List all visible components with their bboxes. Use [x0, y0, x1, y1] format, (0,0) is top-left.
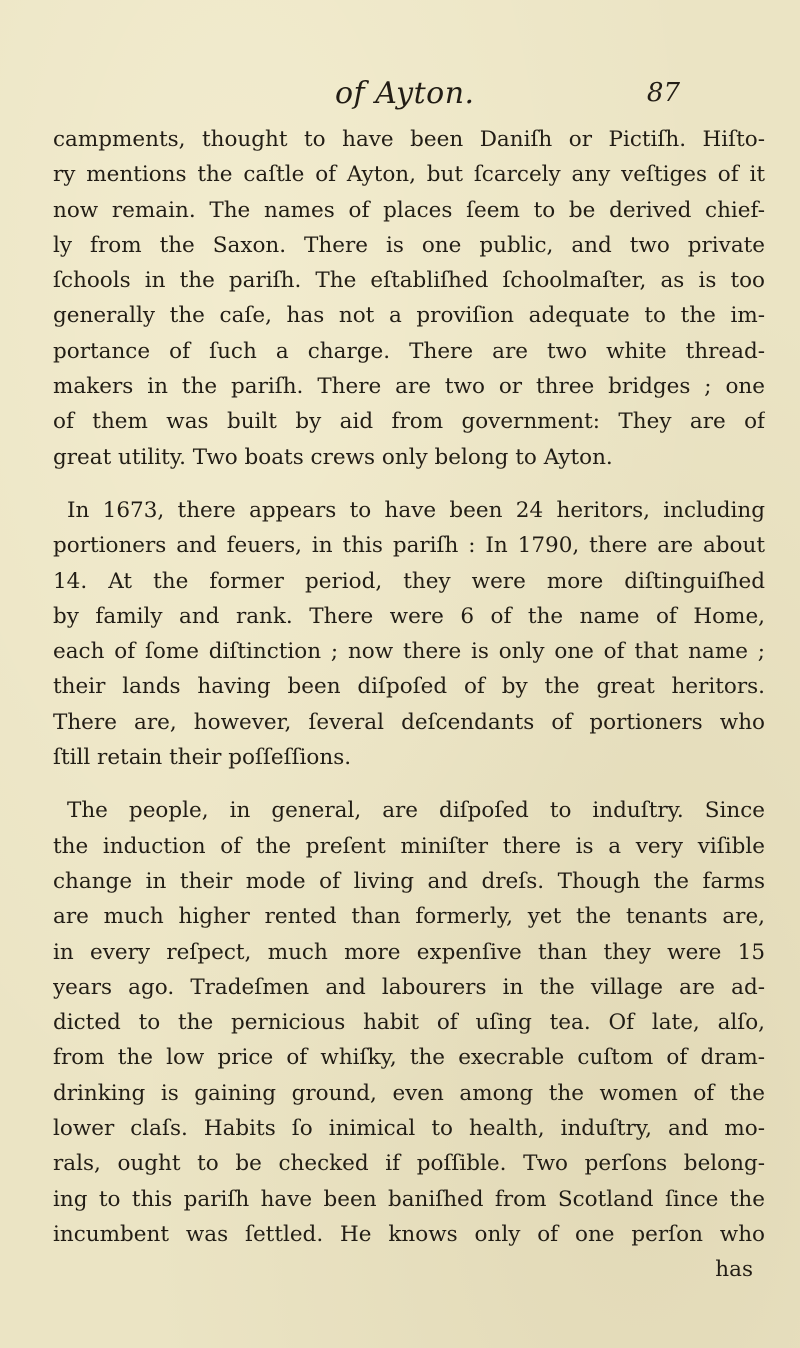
text-line: from the low price of whiſky, the execrable cuſtom of dram-: [53, 1045, 765, 1071]
paragraph-spacer: [53, 475, 765, 493]
text-line: In 1673, there appears to have been 24 heritors, including: [67, 497, 765, 523]
text-line: are much higher rented than formerly, yet the tenants are,: [53, 904, 765, 930]
text-line: each of ſome diſtinction ; now there is only one of that name ;: [53, 639, 765, 665]
text-line: by family and rank. There were 6 of the name of Home,: [53, 603, 765, 629]
text-line: rals, ought to be checked if poſſible. Two perſons belong-: [53, 1151, 765, 1177]
text-line: 14. At the former period, they were more diſtinguiſhed: [53, 568, 765, 594]
paragraph-3: [53, 793, 765, 1252]
text-line: now remain. The names of places ſeem to be derived chief-: [53, 197, 765, 223]
text-line: The people, in general, are diſpoſed to induſtry. Since: [67, 798, 765, 824]
text-line: incumbent was ſettled. He knows only of one perſon who: [53, 1221, 765, 1247]
paragraph-1: [53, 122, 765, 475]
paragraph-2: [53, 493, 765, 775]
text-line: ing to this pariſh have been baniſhed from Scotland ſince the: [53, 1186, 765, 1212]
text-line: portance of ſuch a charge. There are two white thread-: [53, 338, 765, 364]
text-line: of them was built by aid from government: They are of: [53, 409, 765, 435]
text-line: dicted to the pernicious habit of uſing tea. Of late, alſo,: [53, 1010, 765, 1036]
text-line: makers in the pariſh. There are two or three bridges ; one: [53, 374, 765, 400]
text-line: change in their mode of living and dreſs. Though the farms: [53, 868, 765, 894]
text-line: the induction of the preſent miniſter there is a very viſible: [53, 833, 765, 859]
running-title: of Ayton.: [335, 76, 475, 111]
text-line: their lands having been diſpoſed of by the great heritors.: [53, 674, 765, 700]
body-text: [53, 122, 765, 1287]
text-line: campments, thought to have been Daniſh or Pictiſh. Hiſto-: [53, 127, 765, 152]
text-line: There are, however, ſeveral deſcendants of portioners who: [53, 709, 765, 735]
catchword: has: [715, 1257, 753, 1283]
text-line: in every reſpect, much more expenſive than they were 15: [53, 939, 765, 965]
text-line: ry mentions the caſtle of Ayton, but ſcarcely any veſtiges of it: [53, 162, 765, 188]
text-line: lower claſs. Habits ſo inimical to health, induſtry, and mo-: [53, 1116, 765, 1142]
text-line: generally the caſe, has not a proviſion adequate to the im-: [53, 303, 765, 329]
text-line: drinking is gaining ground, even among the women of the: [53, 1080, 765, 1106]
running-head: [0, 76, 800, 116]
text-line: portioners and feuers, in this pariſh : In 1790, there are about: [53, 533, 765, 559]
page-number: 87: [646, 78, 680, 108]
text-line: ly from the Saxon. There is one public, and two private: [53, 232, 765, 258]
text-line: great utility. Two boats crews only belong to Ayton.: [53, 444, 613, 470]
text-line: ſchools in the pariſh. The eſtabliſhed ſchoolmaſter, as is too: [53, 268, 765, 294]
text-line: ſtill retain their poſſeſſions.: [53, 745, 352, 771]
paragraph-spacer: [53, 775, 765, 793]
text-line: years ago. Tradeſmen and labourers in the village are ad-: [53, 974, 765, 1000]
